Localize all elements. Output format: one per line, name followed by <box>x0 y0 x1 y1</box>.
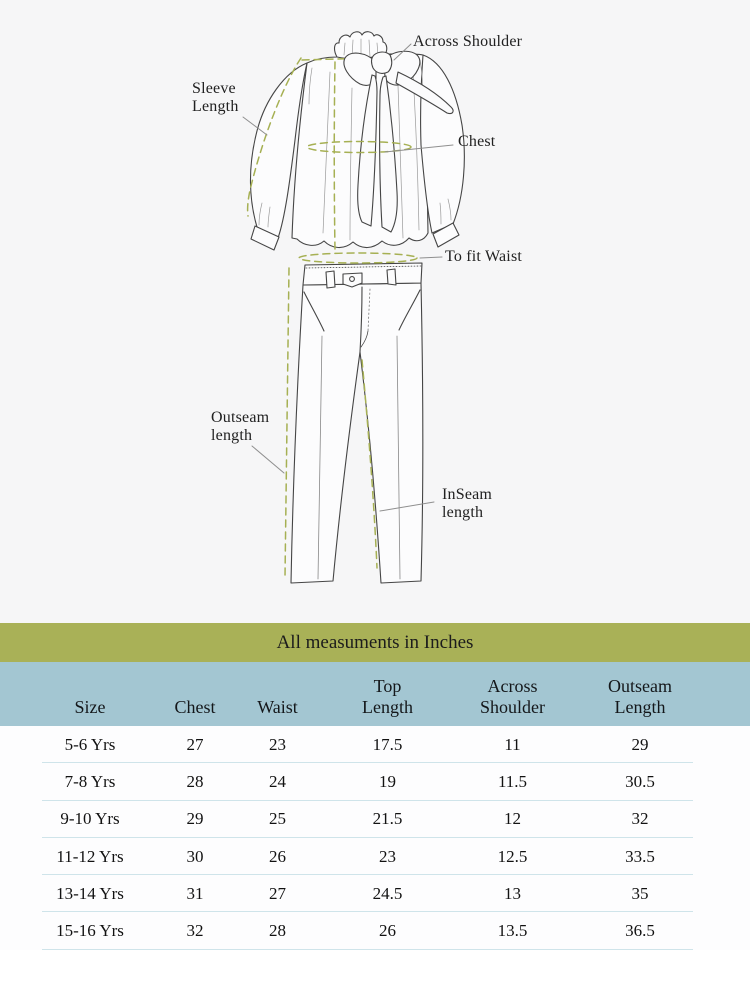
cell-outseam-length: 36.5 <box>625 921 655 941</box>
waist-dash <box>299 253 417 263</box>
cell-top-length: 17.5 <box>372 734 403 754</box>
cell-waist: 25 <box>269 809 286 829</box>
column-header-top-length: Top Length <box>362 676 413 718</box>
cell-waist: 24 <box>269 771 286 791</box>
cell-chest: 32 <box>186 921 204 941</box>
across-shoulder-label: Across Shoulder <box>413 33 523 50</box>
chest-label: Chest <box>458 133 496 150</box>
cell-outseam-length: 33.5 <box>625 846 655 866</box>
column-header-chest: Chest <box>174 697 216 718</box>
pants-drawing <box>291 263 423 583</box>
outseam-leader <box>252 446 284 473</box>
table-row <box>0 838 750 875</box>
cell-across-shoulder: 12 <box>504 809 521 829</box>
cell-outseam-length: 32 <box>631 809 649 829</box>
cell-across-shoulder: 11.5 <box>497 771 528 791</box>
cell-across-shoulder: 13 <box>504 883 521 903</box>
cell-outseam-length: 29 <box>631 734 649 754</box>
cell-waist: 27 <box>269 883 286 903</box>
sleeve-length-label: Sleeve Length <box>192 80 239 115</box>
table-row <box>0 726 750 763</box>
size-table-header <box>0 662 750 726</box>
table-row <box>0 763 750 800</box>
cell-chest: 31 <box>186 883 204 903</box>
cell-size: 7-8 Yrs <box>64 771 116 791</box>
cell-size: 5-6 Yrs <box>64 734 116 754</box>
inseam-length-label: InSeam length <box>442 486 493 521</box>
cell-top-length: 24.5 <box>372 883 403 903</box>
cell-waist: 26 <box>269 846 286 866</box>
cell-across-shoulder: 13.5 <box>497 921 528 941</box>
cell-chest: 28 <box>186 771 204 791</box>
cell-size: 13-14 Yrs <box>56 883 124 903</box>
cell-chest: 29 <box>186 809 204 829</box>
table-row <box>0 912 750 949</box>
column-header-across-shoulder: Across Shoulder <box>480 676 545 718</box>
size-table-body <box>0 726 750 950</box>
cell-outseam-length: 30.5 <box>625 771 655 791</box>
to-fit-waist-label: To fit Waist <box>445 248 523 265</box>
cell-outseam-length: 35 <box>631 883 649 903</box>
waist-leader <box>420 257 442 258</box>
cell-across-shoulder: 11 <box>504 734 521 754</box>
cell-size: 9-10 Yrs <box>60 809 120 829</box>
cell-top-length: 21.5 <box>372 809 403 829</box>
outseam-length-label: Outseam length <box>211 409 270 444</box>
table-row <box>0 875 750 912</box>
cell-top-length: 23 <box>379 846 396 866</box>
units-banner: All measuments in Inches <box>0 623 750 662</box>
cell-size: 15-16 Yrs <box>56 921 124 941</box>
cell-waist: 23 <box>269 734 286 754</box>
cell-waist: 28 <box>269 921 286 941</box>
cell-top-length: 19 <box>379 771 396 791</box>
cell-size: 11-12 Yrs <box>56 846 124 866</box>
table-row <box>0 801 750 838</box>
cell-across-shoulder: 12.5 <box>497 846 528 866</box>
column-header-outseam-length: Outseam Length <box>608 676 672 718</box>
cell-chest: 27 <box>186 734 204 754</box>
cell-chest: 30 <box>186 846 204 866</box>
column-header-size: Size <box>74 697 106 718</box>
cell-top-length: 26 <box>379 921 396 941</box>
column-header-waist: Waist <box>257 697 298 718</box>
